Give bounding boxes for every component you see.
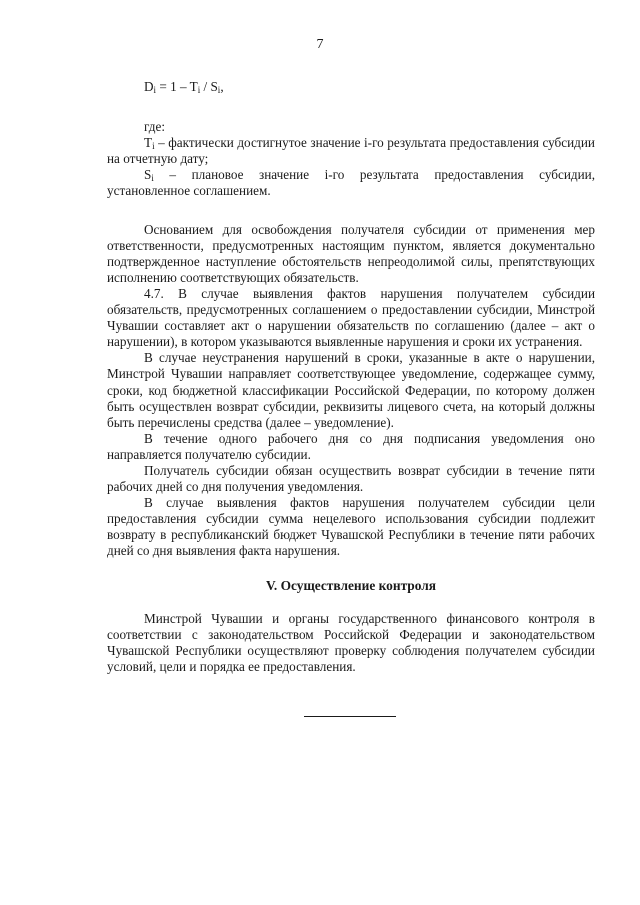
definition-text: – плановое значение i-го результата предоставления субсидии, установленное соглашением. (107, 167, 595, 199)
paragraph-misuse-refund: В случае выявления фактов нарушения получателем субсидии цели предоставления субсидии сумма нецелевого использования субсидии подлежит возврату в республиканский бюджет Чувашской Республики в течение пяти рабочих дней со дня выявления факта нарушения. (107, 495, 595, 559)
paragraph-refund-obligation: Получатель субсидии обязан осуществить возврат субсидии в течение пяти рабочих дней со дня получения уведомления. (107, 462, 595, 495)
formula-rhs-part-3: , (220, 79, 224, 94)
definition-symbol-sub: i (152, 141, 155, 152)
definition-symbol: T (144, 135, 153, 151)
formula-rhs-sub-2: i (217, 85, 221, 95)
document-body (107, 79, 595, 675)
definition-s (107, 167, 595, 199)
formula-lhs-sub: i (153, 85, 157, 95)
formula-rhs-part-1: = 1 – T (156, 79, 198, 94)
spacer (107, 200, 595, 222)
definition-text: – фактически достигнутое значение i-го результата предоставления субсидии на отчетную дату; (107, 135, 595, 167)
paragraph-force-majeure: Основанием для освобождения получателя субсидии от применения мер ответственности, предусмотренных настоящим пунктом, является документально подтвержденное наступление обстоятельств непреодолимой силы, препятствующих исполнению соответствующих обязательств. (107, 221, 595, 285)
paragraph-notification: В случае неустранения нарушений в сроки, указанные в акте о нарушении, Минстрой Чувашии направляет соответствующее уведомление, содержащее сумму, сроки, код бюджетной классификации Российской Федерации, по которому должен быть осуществлен возврат субсидии, реквизиты лицевого счета, на который должны быть перечислены средства (далее – уведомление). (107, 350, 595, 430)
formula-lhs: D (144, 79, 154, 94)
page-number: 7 (316, 37, 324, 52)
definition-symbol: S (144, 167, 152, 183)
paragraph-notification-delivery: В течение одного рабочего дня со дня подписания уведомления оно направляется получателю субсидии. (107, 430, 595, 462)
formula-rhs-part-2: / S (200, 79, 218, 94)
paragraph-control: Минстрой Чувашии и органы государственного финансового контроля в соответствии с законодательством Российской Федерации и законодательством Чувашской Республики осуществляют проверку соблюдения получателем субсидии условий, цели и порядка ее предоставления. (107, 610, 595, 674)
formula (144, 79, 595, 95)
where-label: где: (144, 119, 165, 135)
end-rule (304, 716, 396, 717)
formula-rhs-sub-1: i (197, 85, 201, 95)
definition-symbol-sub: i (151, 173, 154, 184)
paragraph-4-7: 4.7. В случае выявления фактов нарушения получателем субсидии обязательств, предусмотренных соглашением о предоставлении субсидии, Минстрой Чувашии составляет акт о нарушении обязательств по соглашению (далее – акт о нарушении), в котором указываются выявленные нарушения и сроки их устранения. (107, 285, 595, 350)
definition-t (107, 135, 595, 167)
section-title: V. Осуществление контроля (265, 577, 437, 593)
